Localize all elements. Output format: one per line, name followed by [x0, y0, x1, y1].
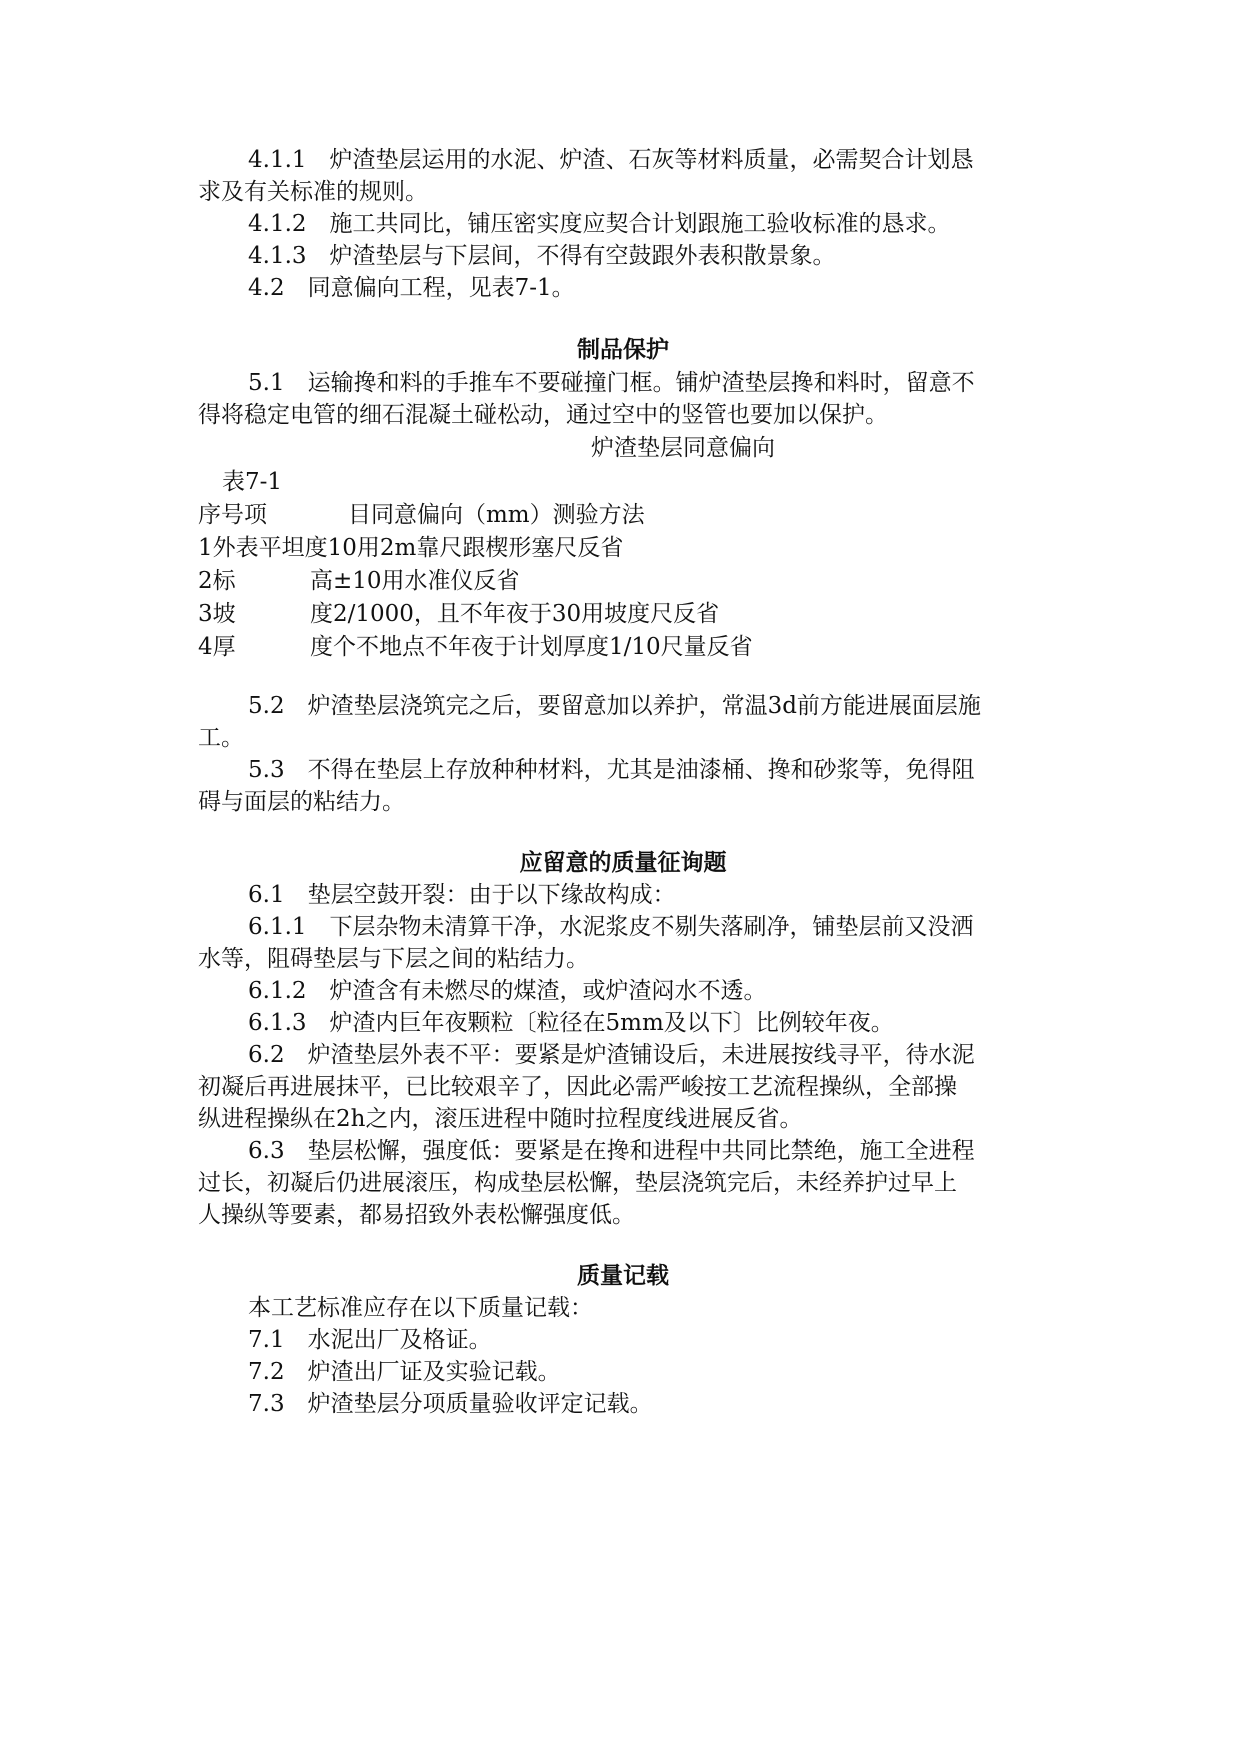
- table-header-row: [198, 497, 1048, 533]
- table-cell: 3坡: [198, 601, 236, 627]
- table-number: 表7-1: [222, 469, 283, 495]
- paragraph-6-1-2: 6.1.2 炉渣含有未燃尽的煤渣，或炉渣闷水不透。: [248, 978, 767, 1004]
- paragraph-7-intro: 本工艺标准应存在以下质量记载：: [248, 1295, 593, 1321]
- paragraph-6-3-cont: 人操纵等要素，都易招致外表松懈强度低。: [198, 1202, 635, 1228]
- heading-quality-records: 质量记载: [577, 1263, 669, 1289]
- table-row: [198, 596, 1048, 632]
- paragraph-5-1-cont: 得将稳定电管的细石混凝土碰松动，通过空中的竖管也要加以保护。: [198, 402, 888, 428]
- paragraph-4-1-1-cont: 求及有关标准的规则。: [198, 179, 428, 205]
- table-caption: 炉渣垫层同意偏向: [591, 435, 775, 461]
- table-cell: 2标: [198, 568, 236, 594]
- paragraph-4-2: 4.2 同意偏向工程，见表7-1。: [248, 275, 575, 301]
- table-cell: 4厚: [198, 634, 236, 660]
- table-header-cell: 序号项: [198, 502, 267, 528]
- paragraph-6-1-3: 6.1.3 炉渣内巨年夜颗粒〔粒径在5mm及以下〕比例较年夜。: [248, 1010, 894, 1036]
- heading-product-protection: 制品保护: [577, 337, 669, 363]
- table-header-cell: 目同意偏向（mm）测验方法: [348, 502, 645, 528]
- table-row: [198, 629, 1048, 665]
- paragraph-5-1: 5.1 运输搀和料的手推车不要碰撞门框。铺炉渣垫层搀和料时，留意不: [248, 370, 975, 396]
- paragraph-6-1-1-cont: 水等，阻碍垫层与下层之间的粘结力。: [198, 946, 589, 972]
- paragraph-4-1-3: 4.1.3 炉渣垫层与下层间，不得有空鼓跟外表积散景象。: [248, 243, 836, 269]
- paragraph-6-1: 6.1 垫层空鼓开裂：由于以下缘故构成：: [248, 882, 676, 908]
- table-cell: 度个不地点不年夜于计划厚度1/10尺量反省: [310, 634, 753, 660]
- paragraph-5-3: 5.3 不得在垫层上存放种种材料，尤其是油漆桶、搀和砂浆等，免得阻: [248, 757, 975, 783]
- paragraph-5-2-cont: 工。: [198, 725, 244, 751]
- table-cell: 度2/1000，且不年夜于30用坡度尺反省: [310, 601, 720, 627]
- paragraph-4-1-2: 4.1.2 施工共同比，铺压密实度应契合计划跟施工验收标准的恳求。: [248, 211, 951, 237]
- paragraph-6-3-cont: 过长，初凝后仍进展滚压，构成垫层松懈，垫层浇筑完后，未经养护过早上: [198, 1170, 957, 1196]
- paragraph-4-1-1: 4.1.1 炉渣垫层运用的水泥、炉渣、石灰等材料质量，必需契合计划恳: [248, 147, 974, 173]
- paragraph-7-3: 7.3 炉渣垫层分项质量验收评定记载。: [248, 1391, 653, 1417]
- paragraph-6-2-cont: 纵进程操纵在2h之内，滚压进程中随时拉程度线进展反省。: [198, 1106, 803, 1132]
- paragraph-6-1-1: 6.1.1 下层杂物未清算干净，水泥浆皮不剔失落刷净，铺垫层前又没洒: [248, 914, 974, 940]
- paragraph-5-3-cont: 碍与面层的粘结力。: [198, 789, 405, 815]
- paragraph-6-2: 6.2 炉渣垫层外表不平：要紧是炉渣铺设后，未进展按线寻平，待水泥: [248, 1042, 975, 1068]
- paragraph-7-2: 7.2 炉渣出厂证及实验记载。: [248, 1359, 561, 1385]
- table-row: [198, 563, 1048, 599]
- paragraph-6-2-cont: 初凝后再进展抹平，已比较艰辛了，因此必需严峻按工艺流程操纵，全部操: [198, 1074, 957, 1100]
- table-cell: 1外表平坦度10用2m靠尺跟楔形塞尺反省: [198, 535, 624, 561]
- paragraph-7-1: 7.1 水泥出厂及格证。: [248, 1327, 492, 1353]
- paragraph-6-3: 6.3 垫层松懈，强度低：要紧是在搀和进程中共同比禁绝，施工全进程: [248, 1138, 975, 1164]
- table-cell: 高±10用水准仪反省: [310, 568, 520, 594]
- paragraph-5-2: 5.2 炉渣垫层浇筑完之后，要留意加以养护，常温3d前方能进展面层施: [248, 693, 981, 719]
- heading-quality-issues: 应留意的质量征询题: [519, 850, 727, 876]
- table-row: [198, 530, 1048, 566]
